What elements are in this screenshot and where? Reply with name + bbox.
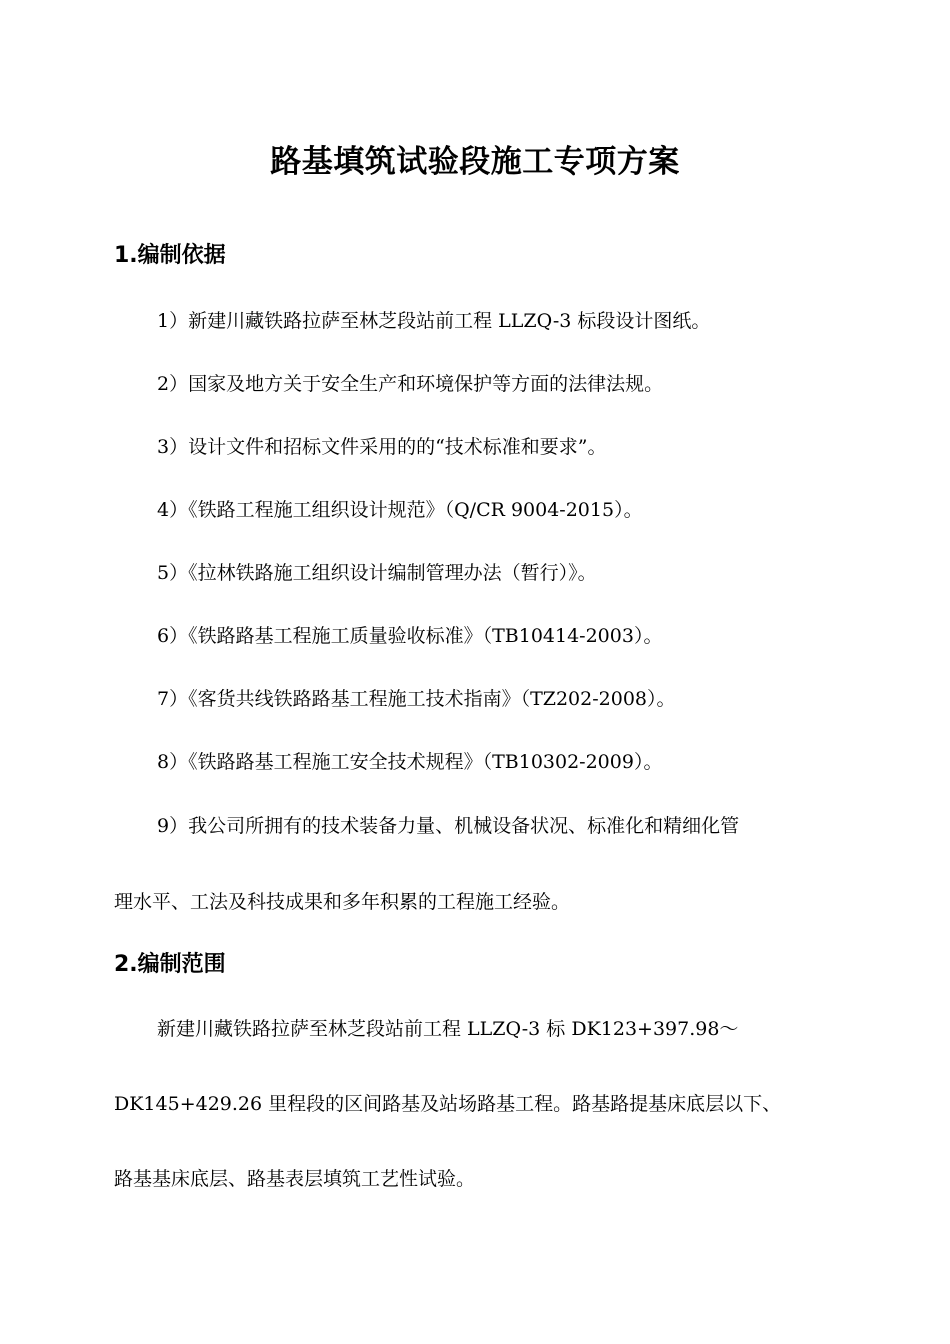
basis-item: 3）设计文件和招标文件采用的的“技术标准和要求”。 — [157, 436, 607, 458]
basis-item: 9）我公司所拥有的技术装备力量、机械设备状况、标准化和精细化管 — [157, 815, 740, 837]
basis-item: 1）新建川藏铁路拉萨至林芝段站前工程 LLZQ-3 标段设计图纸。 — [157, 310, 711, 332]
basis-item: 7）《客货共线铁路路基工程施工技术指南》（TZ202-2008）。 — [157, 688, 676, 710]
scope-paragraph-line: 新建川藏铁路拉萨至林芝段站前工程 LLZQ-3 标 DK123+397.98～ — [157, 1018, 739, 1040]
basis-item: 4）《铁路工程施工组织设计规范》（Q/CR 9004-2015）。 — [157, 499, 643, 521]
scope-paragraph-line: 路基基床底层、路基表层填筑工艺性试验。 — [114, 1168, 476, 1190]
scope-paragraph-line: DK145+429.26 里程段的区间路基及站场路基工程。路基路提基床底层以下、 — [114, 1093, 782, 1115]
basis-item: 5）《拉林铁路施工组织设计编制管理办法（暂行）》。 — [157, 562, 597, 584]
document-title: 路基填筑试验段施工专项方案 — [270, 144, 680, 180]
section-heading-scope: 2.编制范围 — [114, 952, 226, 977]
basis-item: 2）国家及地方关于安全生产和环境保护等方面的法律法规。 — [157, 373, 664, 395]
basis-item: 6）《铁路路基工程施工质量验收标准》（TB10414-2003）。 — [157, 625, 663, 647]
section-heading-basis: 1.编制依据 — [114, 243, 226, 268]
basis-item: 8）《铁路路基工程施工安全技术规程》（TB10302-2009）。 — [157, 751, 663, 773]
basis-item-continuation: 理水平、工法及科技成果和多年积累的工程施工经验。 — [114, 891, 571, 913]
